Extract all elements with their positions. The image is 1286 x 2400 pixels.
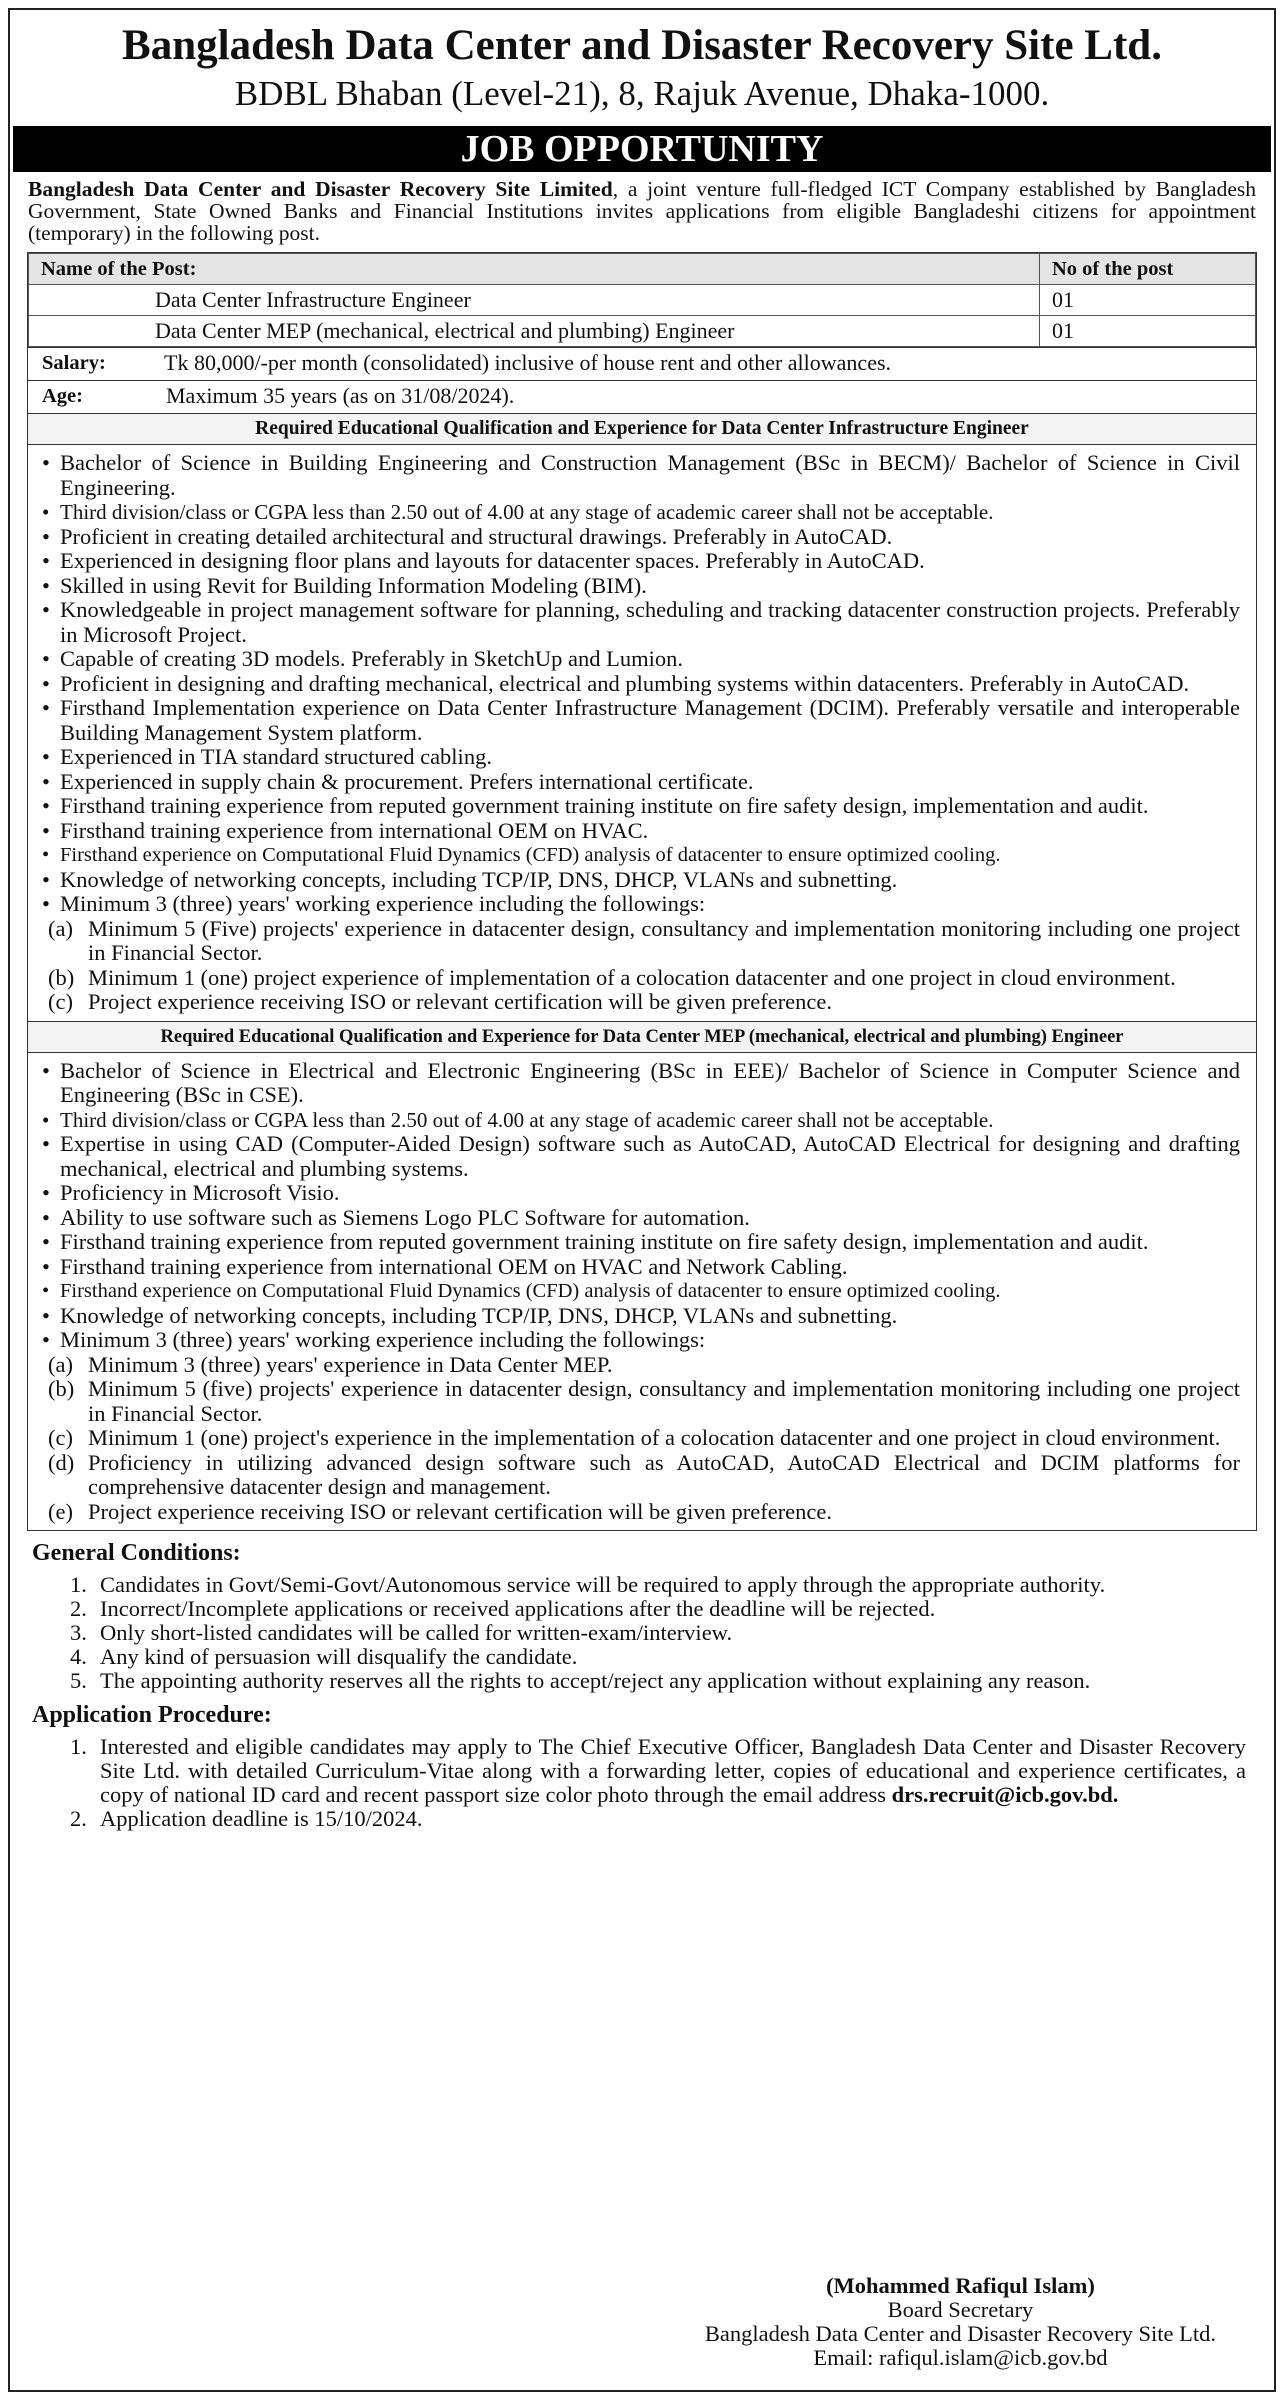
intro-bold: Bangladesh Data Center and Disaster Recovery Site Limited — [28, 177, 613, 201]
list-item: • Knowledge of networking concepts, including TCP/IP, DNS, DHCP, VLANs and subnetting. — [40, 1304, 1240, 1329]
sub-item-text: Project experience receiving ISO or relevant certification will be given preference. — [88, 989, 833, 1014]
item-text: Incorrect/Incomplete applications or received applications after the deadline will be rejected. — [100, 1596, 936, 1621]
infra-requirements-heading: Required Educational Qualification and Experience for Data Center Infrastructure Engineer — [28, 413, 1256, 445]
list-item: • Minimum 3 (three) years' working experience including the followings: — [40, 1328, 1240, 1353]
sub-item-mark: (d) — [48, 1449, 75, 1475]
sub-item-mark: (b) — [48, 1376, 75, 1401]
salary-value: Tk 80,000/-per month (consolidated) inclusive of house rent and other allowances. — [164, 350, 892, 375]
sub-item-mark: (b) — [48, 964, 75, 990]
sub-item-mark: (c) — [48, 1425, 73, 1450]
mep-requirements — [28, 1053, 1256, 1531]
sub-item — [48, 1426, 1240, 1451]
job-opportunity-banner: JOB OPPORTUNITY — [13, 126, 1271, 172]
mep-sublist — [40, 1353, 1240, 1525]
signatory-org: Bangladesh Data Center and Disaster Recovery Site Ltd. — [704, 2321, 1216, 2346]
infra-sublist — [40, 917, 1240, 1015]
post-count: 01 — [1040, 285, 1256, 316]
list-item: • Minimum 3 (three) years' working experience including the followings: — [40, 892, 1240, 917]
application-email[interactable]: drs.recruit@icb.gov.bd. — [891, 1782, 1119, 1807]
item-number: 5. — [70, 1668, 87, 1693]
list-item: • Capable of creating 3D models. Preferably in SketchUp and Lumion. — [40, 647, 1240, 672]
application-procedure-list — [10, 1735, 1274, 1831]
list-item: • Knowledgeable in project management software for planning, scheduling and tracking datacenter construction projects. Preferably in Microsoft Project. — [40, 598, 1240, 647]
mep-list — [40, 1059, 1240, 1353]
list-item: • Firsthand training experience from international OEM on HVAC. — [40, 819, 1240, 844]
item-number: 2. — [70, 1806, 87, 1831]
sub-item — [48, 990, 1240, 1015]
item-text: Only short-listed candidates will be called for written-exam/interview. — [100, 1620, 733, 1645]
intro-paragraph — [10, 172, 1274, 244]
list-item: • Firsthand experience on Computational Fluid Dynamics (CFD) analysis of datacenter to ensure optimized cooling. — [40, 1279, 1240, 1304]
list-item: • Firsthand Implementation experience on Data Center Infrastructure Management (DCIM). Preferably versatile and interoperable Building Management System platform. — [40, 696, 1240, 745]
infra-list — [40, 451, 1240, 917]
sub-item — [48, 1500, 1240, 1525]
list-item: • Third division/class or CGPA less than 2.50 out of 4.00 at any stage of academic career shall not be acceptable. — [40, 1108, 1240, 1133]
list-item: • Knowledge of networking concepts, including TCP/IP, DNS, DHCP, VLANs and subnetting. — [40, 868, 1240, 893]
sub-item — [48, 1451, 1240, 1500]
item-number: 3. — [70, 1620, 87, 1645]
list-item — [70, 1669, 1246, 1693]
list-item — [70, 1597, 1246, 1621]
list-item: • Ability to use software such as Siemens Logo PLC Software for automation. — [40, 1206, 1240, 1231]
list-item: • Proficient in creating detailed architectural and structural drawings. Preferably in AutoCAD. — [40, 525, 1240, 550]
sub-item-text: Minimum 1 (one) project experience of implementation of a colocation datacenter and one project in cloud environment. — [88, 964, 1176, 990]
list-item: • Experienced in TIA standard structured cabling. — [40, 745, 1240, 770]
col-post-name: Name of the Post: — [29, 254, 1040, 285]
item-text: Any kind of persuasion will disqualify the candidate. — [100, 1644, 578, 1669]
item-text: Application deadline is 15/10/2024. — [100, 1806, 423, 1831]
item-number: 1. — [70, 1572, 87, 1597]
list-item — [70, 1807, 1246, 1831]
list-item: • Skilled in using Revit for Building Information Modeling (BIM). — [40, 574, 1240, 599]
post-name: Data Center Infrastructure Engineer — [29, 285, 1040, 316]
sub-item-mark: (a) — [48, 1351, 73, 1377]
item-number: 4. — [70, 1644, 87, 1669]
general-conditions-title: General Conditions: — [32, 1540, 241, 1566]
list-item: • Firsthand training experience from reputed government training institute on fire safety design, implementation and audit. — [40, 1230, 1240, 1255]
signatory-title: Board Secretary — [887, 2297, 1034, 2322]
intro-rest: , a joint venture full-fledged ICT Company established by Bangladesh Government, State Owned Banks and Financial Institutions invites applications from eligible Bangladeshi citizens for appointment (temporary) in the following post. — [28, 177, 1257, 245]
sub-item-mark: (e) — [48, 1498, 73, 1524]
list-item: • Expertise in using CAD (Computer-Aided Design) software such as AutoCAD, AutoCAD Electrical for designing and drafting mechanical, electrical and plumbing systems. — [40, 1132, 1240, 1181]
table-row — [29, 285, 1256, 316]
salary-row — [28, 347, 1256, 380]
post-count: 01 — [1040, 316, 1256, 347]
col-post-count: No of the post — [1040, 254, 1256, 285]
signature-block — [705, 2274, 1216, 2370]
item-text: The appointing authority reserves all the rights to accept/reject any application without explaining any reason. — [100, 1668, 1091, 1693]
sub-item-text: Project experience receiving ISO or relevant certification will be given preference. — [88, 1498, 833, 1524]
list-item: • Firsthand training experience from international OEM on HVAC and Network Cabling. — [40, 1255, 1240, 1280]
list-item — [70, 1621, 1246, 1645]
list-item: • Proficient in designing and drafting mechanical, electrical and plumbing systems within datacenters. Preferably in AutoCAD. — [40, 672, 1240, 697]
sub-item-text: Minimum 3 (three) years' experience in Data Center MEP. — [88, 1351, 613, 1377]
job-advertisement — [8, 8, 1276, 2392]
list-item: • Third division/class or CGPA less than 2.50 out of 4.00 at any stage of academic career shall not be acceptable. — [40, 500, 1240, 525]
organization-address: BDBL Bhaban (Level-21), 8, Rajuk Avenue, Dhaka-1000. — [234, 74, 1050, 113]
infra-requirements — [28, 445, 1256, 1021]
list-item: • Firsthand training experience from reputed government training institute on fire safety design, implementation and audit. — [40, 794, 1240, 819]
item-text: Candidates in Govt/Semi-Govt/Autonomous service will be required to apply through the appropriate authority. — [100, 1572, 1106, 1597]
sub-item — [48, 1377, 1240, 1426]
list-item: • Firsthand experience on Computational Fluid Dynamics (CFD) analysis of datacenter to ensure optimized cooling. — [40, 843, 1240, 868]
list-item — [70, 1735, 1246, 1807]
age-value: Maximum 35 years (as on 31/08/2024). — [166, 383, 515, 408]
age-row — [28, 380, 1256, 413]
posts-table-header — [29, 254, 1256, 285]
item-number: 1. — [70, 1734, 87, 1759]
list-item — [70, 1573, 1246, 1597]
sub-item-mark: (a) — [48, 915, 73, 941]
list-item: • Experienced in supply chain & procurement. Prefers international certificate. — [40, 770, 1240, 795]
sub-item-text: Minimum 5 (Five) projects' experience in datacenter design, consultancy and implementation monitoring including one project in Financial Sector. — [88, 915, 1240, 965]
list-item: • Proficiency in Microsoft Visio. — [40, 1181, 1240, 1206]
sub-item — [48, 917, 1240, 966]
sub-item — [48, 1353, 1240, 1378]
list-item — [70, 1645, 1246, 1669]
sub-item-text: Proficiency in utilizing advanced design software such as AutoCAD, AutoCAD Electrical and DCIM platforms for comprehensive datacenter design and management. — [88, 1449, 1240, 1499]
sub-item — [48, 966, 1240, 991]
application-procedure-title: Application Procedure: — [32, 1702, 272, 1728]
list-item: • Bachelor of Science in Electrical and Electronic Engineering (BSc in EEE)/ Bachelor of Science in Computer Science and Engineering (BSc in CSE). — [40, 1059, 1240, 1108]
table-row — [29, 316, 1256, 347]
general-conditions-list — [10, 1573, 1274, 1693]
sub-item-mark: (c) — [48, 989, 73, 1014]
item-text: Interested and eligible candidates may apply to The Chief Executive Officer, Bangladesh Data Center and Disaster Recovery Site Ltd. with detailed Curriculum-Vitae along with a forwarding letter, copies of educational and experience certificates, a copy of national ID card and recent passport size color photo through the email address — [100, 1734, 1246, 1807]
salary-label: Salary: — [42, 352, 106, 374]
age-label: Age: — [42, 385, 83, 407]
requirements-box — [27, 252, 1257, 1531]
signatory-email[interactable]: Email: rafiqul.islam@icb.gov.bd — [813, 2345, 1108, 2370]
list-item: • Experienced in designing floor plans and layouts for datacenter spaces. Preferably in AutoCAD. — [40, 549, 1240, 574]
mep-requirements-heading: Required Educational Qualification and Experience for Data Center MEP (mechanical, electrical and plumbing) Engineer — [28, 1021, 1256, 1053]
organization-name: Bangladesh Data Center and Disaster Recovery Site Ltd. — [122, 22, 1162, 69]
sub-item-text: Minimum 5 (five) projects' experience in datacenter design, consultancy and implementation monitoring including one project in Financial Sector. — [88, 1376, 1240, 1426]
signatory-name: (Mohammed Rafiqul Islam) — [826, 2273, 1095, 2298]
list-item: • Bachelor of Science in Building Engineering and Construction Management (BSc in BECM)/ Bachelor of Science in Civil Engineering. — [40, 451, 1240, 500]
post-name: Data Center MEP (mechanical, electrical and plumbing) Engineer — [29, 316, 1040, 347]
item-number: 2. — [70, 1596, 87, 1621]
posts-table — [28, 253, 1256, 347]
sub-item-text: Minimum 1 (one) project's experience in the implementation of a colocation datacenter and one project in cloud environment. — [88, 1425, 1221, 1450]
